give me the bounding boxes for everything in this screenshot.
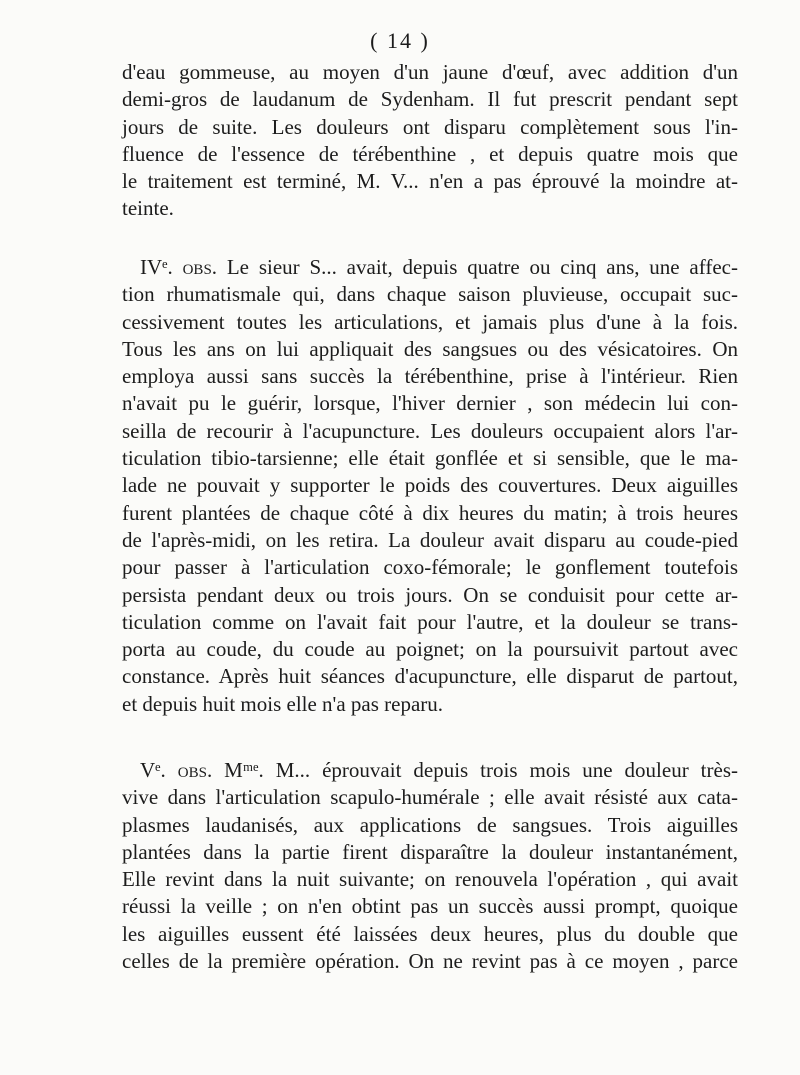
- text-line: celles de la première opération. On ne revint pas à ce moyen , parce: [122, 949, 738, 974]
- text-line: furent plantées de chaque côté à dix heures du matin; à trois heures: [122, 500, 738, 525]
- text-line: employa aussi sans succès la térébenthine, prise à l'intérieur. Rien: [122, 364, 738, 389]
- text-span: Le sieur S... avait, depuis quatre ou cinq ans, une affec-: [226, 255, 738, 279]
- text-line: persista pendant deux ou trois jours. On se conduisit pour cette ar-: [122, 582, 738, 607]
- observation-5-paragraph: [122, 757, 738, 975]
- text-line: jours de suite. Les douleurs ont disparu complètement sous l'in-: [122, 114, 738, 139]
- text-line: d'eau gommeuse, au moyen d'un jaune d'œuf, avec addition d'un: [122, 60, 738, 84]
- text-line: demi-gros de laudanum de Sydenham. Il fut prescrit pendant sept: [122, 87, 738, 112]
- text-line: cessivement toutes les articulations, et jamais plus d'une à la fois.: [122, 309, 738, 334]
- text-line: Tous les ans on lui appliquait des sangsues ou des vésicatoires. On: [122, 336, 738, 361]
- text-span: Mᵐᵉ. M... éprouvait depuis trois mois une douleur très-: [224, 758, 738, 782]
- text-line: ticulation comme on l'avait fait pour l'autre, et la douleur se trans-: [122, 609, 738, 634]
- text-line: les aiguilles eussent été laissées deux heures, plus du double que: [122, 921, 738, 946]
- page-number: ( 14 ): [370, 28, 430, 53]
- text-line: teinte.: [122, 196, 174, 221]
- text-line: n'avait pu le guérir, lorsque, l'hiver dernier , son médecin lui con-: [122, 391, 738, 416]
- text-line: seilla de recourir à l'acupuncture. Les douleurs occupaient alors l'ar-: [122, 418, 738, 443]
- text-line: et depuis huit mois elle n'a pas reparu.: [122, 691, 444, 716]
- text-line: lade ne pouvait y supporter le poids des couvertures. Deux aiguilles: [122, 473, 738, 498]
- observation-label: IVᵉ. obs.: [140, 255, 218, 279]
- text-line: plantées dans la partie firent disparaître la douleur instantanément,: [122, 839, 738, 864]
- text-line: [122, 757, 738, 784]
- text-line: le traitement est terminé, M. V... n'en a pas éprouvé la moindre at-: [122, 169, 738, 194]
- paragraph-continuation: [122, 59, 738, 223]
- text-line: vive dans l'articulation scapulo-humérale ; elle avait résisté aux cata-: [122, 785, 738, 810]
- observation-4-paragraph: [122, 254, 738, 718]
- text-line: réussi la veille ; on n'en obtint pas un succès aussi prompt, quoique: [122, 894, 738, 919]
- text-line: ticulation tibio-tarsienne; elle était gonflée et si sensible, que le ma-: [122, 446, 738, 471]
- text-line: plasmes laudanisés, aux applications de sangsues. Trois aiguilles: [122, 812, 738, 837]
- text-line: de l'après-midi, on les retira. La douleur avait disparu au coude-pied: [122, 527, 738, 552]
- text-line: pour passer à l'articulation coxo-fémorale; le gonflement toutefois: [122, 555, 738, 580]
- observation-label: Vᵉ. obs.: [140, 758, 213, 782]
- text-line: porta au coude, du coude au poignet; on la poursuivit partout avec: [122, 637, 738, 662]
- text-line: constance. Après huit séances d'acupuncture, elle disparut de partout,: [122, 664, 738, 689]
- text-line: tion rhumatismale qui, dans chaque saison pluvieuse, occupait suc-: [122, 282, 738, 307]
- text-line: [122, 254, 738, 281]
- text-line: Elle revint dans la nuit suivante; on renouvela l'opération , qui avait: [122, 867, 738, 892]
- text-line: fluence de l'essence de térébenthine , et depuis quatre mois que: [122, 141, 738, 166]
